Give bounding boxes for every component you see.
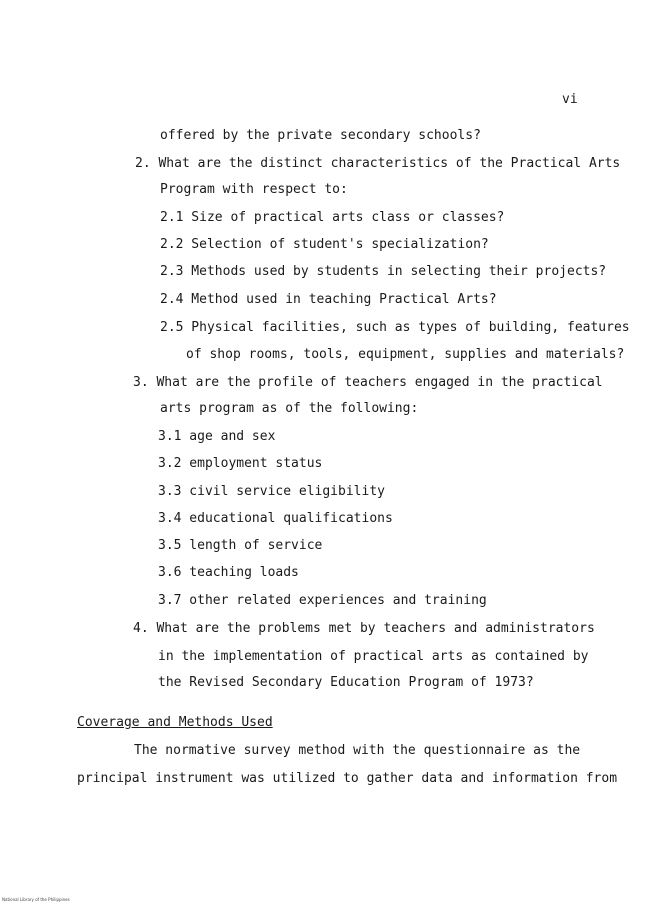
page-number: vi (562, 92, 578, 107)
list-item-2-4: 2.4 Method used in teaching Practical Arts? (160, 292, 497, 307)
text-line: offered by the private secondary schools? (160, 128, 481, 143)
list-item-3: 3. What are the profile of teachers engaged in the practical (133, 375, 603, 390)
list-item-3-6: 3.6 teaching loads (158, 565, 299, 580)
text-line: the Revised Secondary Education Program of 1973? (158, 675, 534, 690)
list-item-2-2: 2.2 Selection of student's specialization? (160, 237, 489, 252)
section-heading: Coverage and Methods Used (77, 715, 273, 730)
list-item-2-1: 2.1 Size of practical arts class or classes? (160, 210, 505, 225)
text-line: of shop rooms, tools, equipment, supplies and materials? (186, 347, 625, 362)
paragraph-line: principal instrument was utilized to gather data and information from (77, 771, 618, 786)
list-item-3-1: 3.1 age and sex (158, 429, 276, 444)
text-line: in the implementation of practical arts as contained by (158, 649, 589, 664)
text-line: Program with respect to: (160, 182, 348, 197)
list-item-4: 4. What are the problems met by teachers and administrators (133, 621, 595, 636)
list-item-3-7: 3.7 other related experiences and training (158, 593, 487, 608)
text-line: arts program as of the following: (160, 401, 419, 416)
list-item-3-2: 3.2 employment status (158, 456, 323, 471)
list-item-3-4: 3.4 educational qualifications (158, 511, 393, 526)
list-item-2-3: 2.3 Methods used by students in selecting their projects? (160, 264, 607, 279)
footer-text: National Library of the Philippines (2, 897, 70, 902)
list-item-2: 2. What are the distinct characteristics of the Practical Arts (135, 156, 621, 171)
paragraph-line: The normative survey method with the questionnaire as the (134, 743, 581, 758)
list-item-2-5: 2.5 Physical facilities, such as types of building, features (160, 320, 630, 335)
list-item-3-3: 3.3 civil service eligibility (158, 484, 385, 499)
list-item-3-5: 3.5 length of service (158, 538, 323, 553)
